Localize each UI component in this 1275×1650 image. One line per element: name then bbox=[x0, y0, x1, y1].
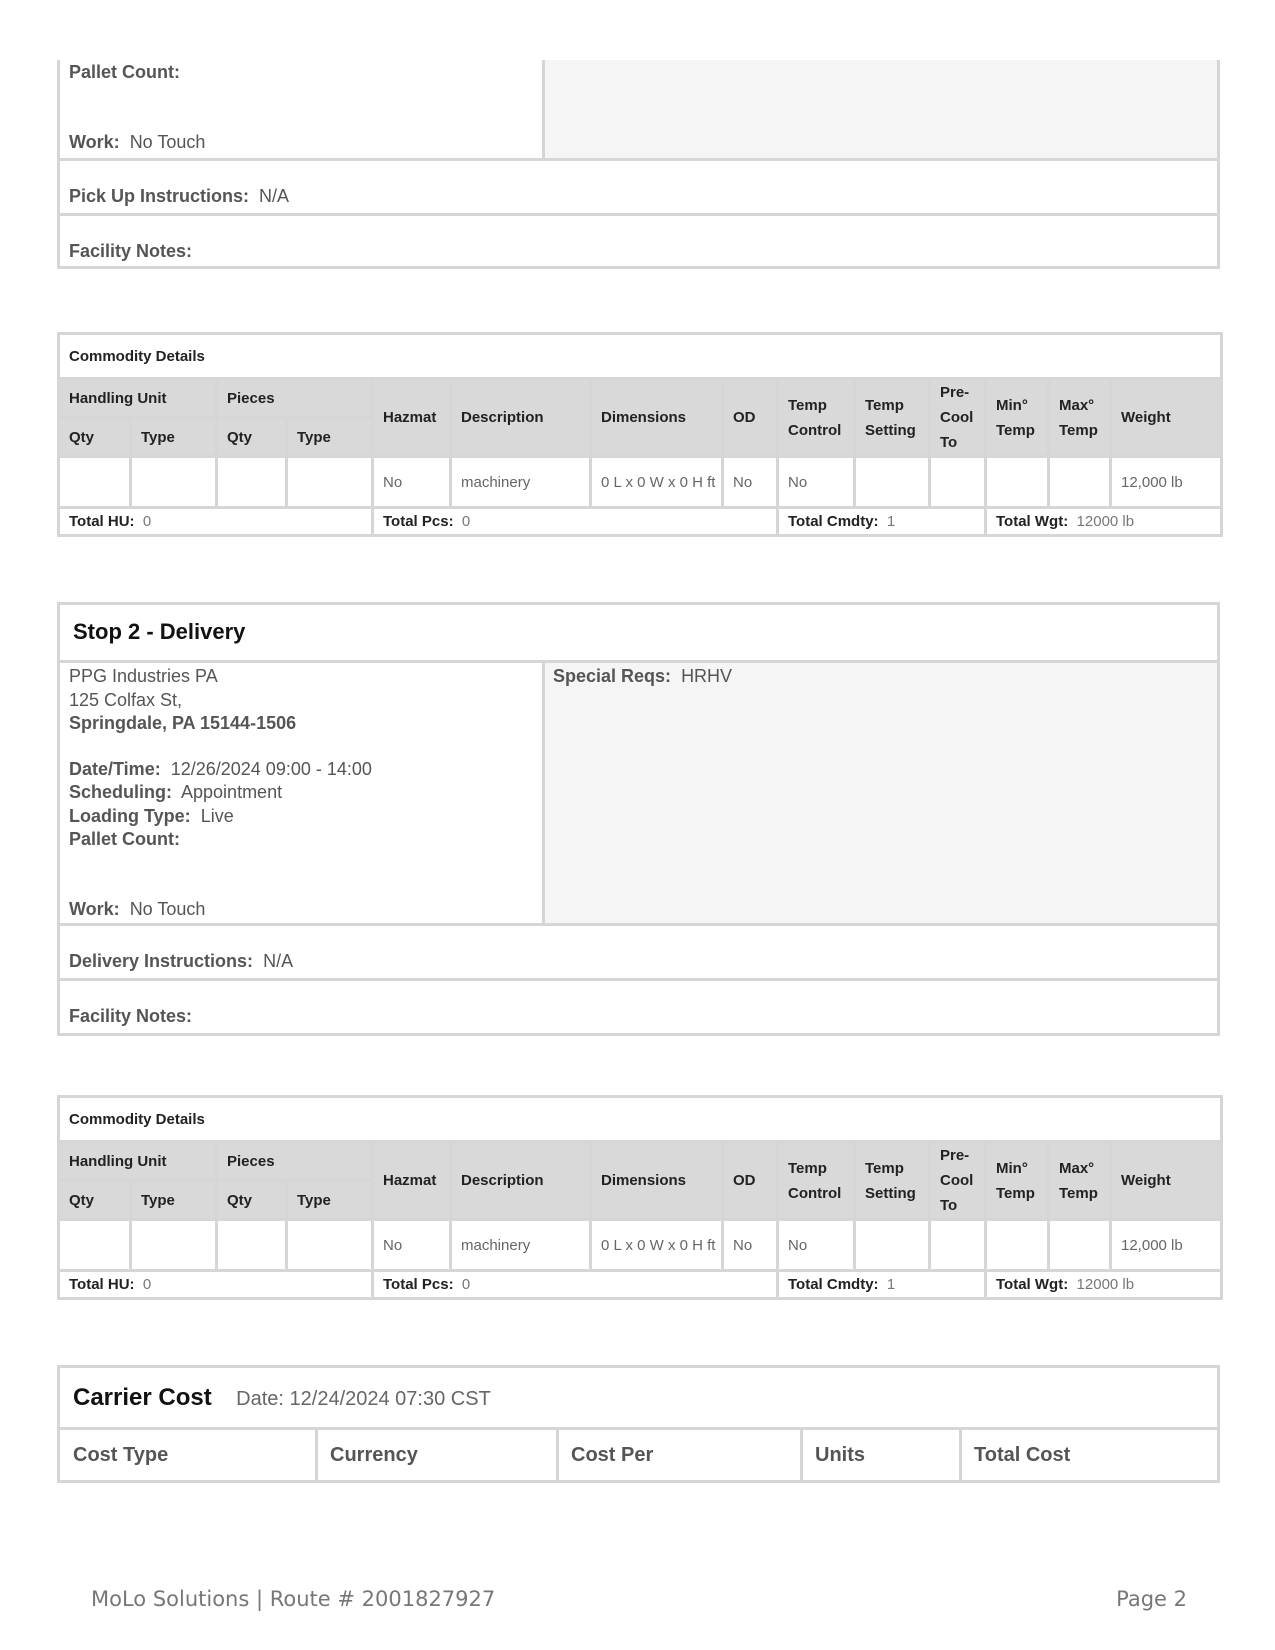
cell-hazmat: No bbox=[373, 1220, 451, 1271]
col-total-cost: Total Cost bbox=[974, 1444, 1071, 1466]
total-pcs: Total Pcs: 0 bbox=[373, 508, 778, 536]
hdr-weight: Weight bbox=[1111, 379, 1222, 457]
footer-route: MoLo Solutions | Route # 2001827927 bbox=[91, 1587, 496, 1611]
hdr-dimensions: Dimensions bbox=[591, 1142, 723, 1220]
hdr-hazmat: Hazmat bbox=[373, 379, 451, 457]
stop2-card bbox=[57, 602, 1220, 1036]
total-wgt: Total Wgt: 12000 lb bbox=[986, 1271, 1222, 1299]
stop2-delivery-instructions-row: Delivery Instructions: N/A bbox=[60, 923, 1217, 978]
total-pcs: Total Pcs: 0 bbox=[373, 1271, 778, 1299]
hdr-pc-type: Type bbox=[287, 418, 373, 457]
hdr-dimensions: Dimensions bbox=[591, 379, 723, 457]
hdr-temp-setting: Temp Setting bbox=[855, 1142, 930, 1220]
cell-dimensions: 0 L x 0 W x 0 H ft bbox=[591, 457, 723, 508]
col-units: Units bbox=[815, 1444, 865, 1466]
totals-row bbox=[59, 508, 1222, 536]
cell-pc-qty bbox=[217, 457, 287, 508]
cell-hu-qty bbox=[59, 457, 131, 508]
cell-precool bbox=[930, 1220, 986, 1271]
stop1-special-panel bbox=[542, 60, 1217, 158]
hdr-hu-type: Type bbox=[131, 1181, 217, 1220]
hdr-od: OD bbox=[723, 379, 778, 457]
stop2-scheduling: Scheduling: Appointment bbox=[69, 782, 283, 802]
stop2-special-reqs: Special Reqs: HRHV bbox=[553, 666, 733, 686]
total-cmdty: Total Cmdty: 1 bbox=[778, 508, 986, 536]
stop2-pallet-count: Pallet Count: bbox=[69, 829, 180, 849]
cell-pc-type bbox=[287, 457, 373, 508]
hdr-hu-qty: Qty bbox=[59, 1181, 131, 1220]
cell-hu-qty bbox=[59, 1220, 131, 1271]
cell-description: machinery bbox=[451, 1220, 591, 1271]
stop2-work: Work: No Touch bbox=[69, 899, 206, 919]
hdr-temp-setting: Temp Setting bbox=[855, 379, 930, 457]
carrier-cost-header bbox=[73, 1384, 491, 1412]
hdr-hazmat: Hazmat bbox=[373, 1142, 451, 1220]
cell-weight: 12,000 lb bbox=[1111, 1220, 1222, 1271]
cell-description: machinery bbox=[451, 457, 591, 508]
total-hu: Total HU: 0 bbox=[59, 1271, 373, 1299]
commodity-title: Commodity Details bbox=[59, 334, 1222, 379]
cell-weight: 12,000 lb bbox=[1111, 457, 1222, 508]
stop1-pallet-count: Pallet Count: bbox=[69, 62, 180, 82]
stop2-company: PPG Industries PA bbox=[69, 666, 218, 686]
cell-hu-type bbox=[131, 1220, 217, 1271]
hdr-precool: Pre-Cool To bbox=[930, 1142, 986, 1220]
cell-precool bbox=[930, 457, 986, 508]
cell-min-temp bbox=[986, 457, 1049, 508]
commodity-details-1 bbox=[57, 332, 1220, 537]
hdr-min-temp: Min° Temp bbox=[986, 1142, 1049, 1220]
stop2-city: Springdale, PA 15144-1506 bbox=[69, 713, 297, 733]
hdr-description: Description bbox=[451, 379, 591, 457]
stop2-datetime: Date/Time: 12/26/2024 09:00 - 14:00 bbox=[69, 759, 372, 779]
total-hu: Total HU: 0 bbox=[59, 508, 373, 536]
stop2-loading-type: Loading Type: Live bbox=[69, 806, 234, 826]
total-wgt: Total Wgt: 12000 lb bbox=[986, 508, 1222, 536]
carrier-cost-columns bbox=[60, 1427, 1217, 1483]
hdr-precool: Pre-Cool To bbox=[930, 379, 986, 457]
table-row bbox=[59, 1220, 1222, 1271]
hdr-handling-unit: Handling Unit bbox=[59, 379, 217, 418]
commodity-details-2 bbox=[57, 1095, 1220, 1300]
table-row bbox=[59, 457, 1222, 508]
cell-max-temp bbox=[1049, 457, 1111, 508]
col-cost-per: Cost Per bbox=[571, 1444, 654, 1466]
hdr-pieces: Pieces bbox=[217, 1142, 373, 1181]
cell-temp-setting bbox=[855, 1220, 930, 1271]
stop2-special-panel bbox=[542, 663, 1217, 923]
hdr-pc-qty: Qty bbox=[217, 418, 287, 457]
cell-pc-qty bbox=[217, 1220, 287, 1271]
totals-row bbox=[59, 1271, 1222, 1299]
hdr-od: OD bbox=[723, 1142, 778, 1220]
stop2-facility-notes-row: Facility Notes: bbox=[60, 978, 1217, 1033]
stop2-details-row bbox=[60, 660, 1217, 923]
hdr-pc-qty: Qty bbox=[217, 1181, 287, 1220]
hdr-min-temp: Min° Temp bbox=[986, 379, 1049, 457]
cell-temp-control: No bbox=[778, 457, 855, 508]
cell-od: No bbox=[723, 1220, 778, 1271]
col-currency: Currency bbox=[330, 1444, 418, 1466]
commodity-title: Commodity Details bbox=[59, 1097, 1222, 1142]
total-cmdty: Total Cmdty: 1 bbox=[778, 1271, 986, 1299]
carrier-cost-title: Carrier Cost bbox=[73, 1384, 212, 1411]
stop2-street: 125 Colfax St, bbox=[69, 690, 183, 710]
hdr-temp-control: Temp Control bbox=[778, 379, 855, 457]
cell-temp-control: No bbox=[778, 1220, 855, 1271]
hdr-temp-control: Temp Control bbox=[778, 1142, 855, 1220]
cell-hazmat: No bbox=[373, 457, 451, 508]
hdr-hu-type: Type bbox=[131, 418, 217, 457]
cell-temp-setting bbox=[855, 457, 930, 508]
hdr-pc-type: Type bbox=[287, 1181, 373, 1220]
hdr-max-temp: Max° Temp bbox=[1049, 1142, 1111, 1220]
footer-page-number: Page 2 bbox=[1116, 1587, 1187, 1611]
col-cost-type: Cost Type bbox=[73, 1444, 169, 1466]
cell-pc-type bbox=[287, 1220, 373, 1271]
cell-min-temp bbox=[986, 1220, 1049, 1271]
carrier-cost-card bbox=[57, 1365, 1220, 1483]
cell-dimensions: 0 L x 0 W x 0 H ft bbox=[591, 1220, 723, 1271]
hdr-pieces: Pieces bbox=[217, 379, 373, 418]
hdr-handling-unit: Handling Unit bbox=[59, 1142, 217, 1181]
stop2-title: Stop 2 - Delivery bbox=[73, 619, 246, 644]
cell-hu-type bbox=[131, 457, 217, 508]
cell-od: No bbox=[723, 457, 778, 508]
stop1-card-tail bbox=[57, 60, 1220, 269]
hdr-weight: Weight bbox=[1111, 1142, 1222, 1220]
carrier-cost-date: Date: 12/24/2024 07:30 CST bbox=[236, 1388, 491, 1410]
cell-max-temp bbox=[1049, 1220, 1111, 1271]
stop1-pickup-instructions-row: Pick Up Instructions: N/A bbox=[60, 158, 1217, 213]
hdr-description: Description bbox=[451, 1142, 591, 1220]
hdr-max-temp: Max° Temp bbox=[1049, 379, 1111, 457]
stop1-work: Work: No Touch bbox=[69, 132, 206, 152]
hdr-hu-qty: Qty bbox=[59, 418, 131, 457]
stop1-facility-notes-row: Facility Notes: bbox=[60, 213, 1217, 266]
